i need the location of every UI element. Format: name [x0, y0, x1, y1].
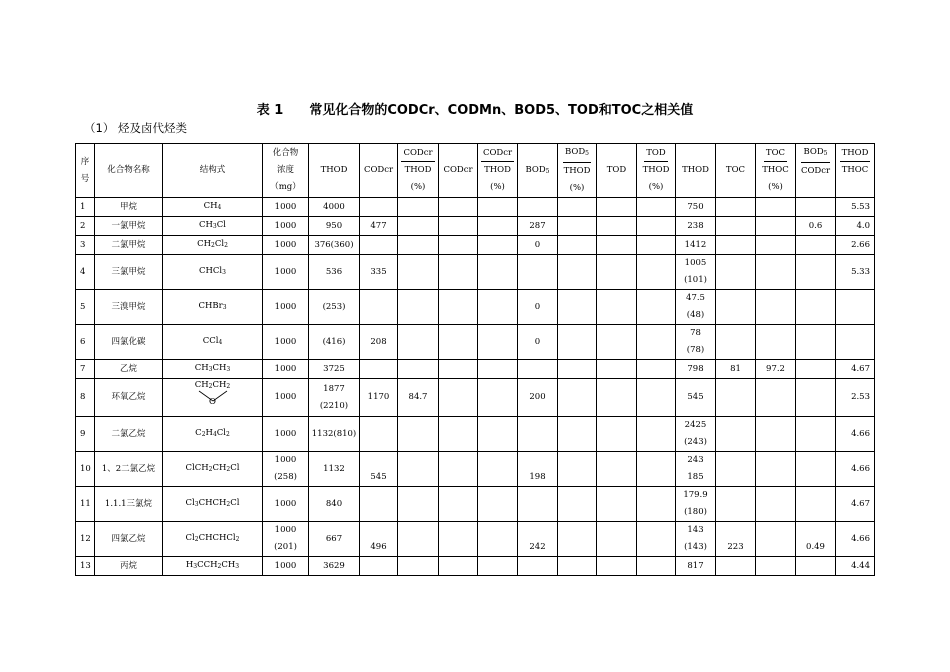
cell-thod: 1877 (2210) [309, 379, 360, 417]
cell-c5 [398, 557, 439, 576]
cell-thod: 536 [309, 255, 360, 290]
cell-c11 [637, 236, 676, 255]
cell-c4 [360, 198, 398, 217]
cell-c15 [796, 452, 836, 487]
cell-c13: 223 [716, 522, 756, 557]
cell-thod: 1132 [309, 452, 360, 487]
cell-seq: 9 [76, 417, 95, 452]
cell-c9 [558, 360, 597, 379]
cell-c14 [756, 522, 796, 557]
cell-c10 [597, 557, 637, 576]
header-codcr: CODcr [360, 144, 398, 198]
header-ratio-codcr-thod-2: CODcr THOD (%) [478, 144, 518, 198]
cell-c9 [558, 417, 597, 452]
cell-seq: 3 [76, 236, 95, 255]
cell-c9 [558, 290, 597, 325]
cell-c10 [597, 379, 637, 417]
cell-c4 [360, 417, 398, 452]
cell-c14 [756, 417, 796, 452]
cell-c13 [716, 255, 756, 290]
cell-name: 二氯乙烷 [95, 417, 163, 452]
cell-name: 四氯乙烷 [95, 522, 163, 557]
cell-c8: 200 [518, 379, 558, 417]
cell-thod-2: 2425 (243) [676, 417, 716, 452]
table-row [76, 325, 875, 360]
cell-c8: 287 [518, 217, 558, 236]
table-title [0, 99, 950, 118]
header-thod-2: THOD [676, 144, 716, 198]
cell-c5 [398, 325, 439, 360]
cell-seq: 7 [76, 360, 95, 379]
table-row [76, 236, 875, 255]
cell-thod-2: 238 [676, 217, 716, 236]
cell-c15 [796, 198, 836, 217]
cell-c11 [637, 217, 676, 236]
cell-c15 [796, 255, 836, 290]
cell-formula: $CH_2Cl_2$ [163, 236, 263, 255]
cell-thod: 1132(810) [309, 417, 360, 452]
cell-c7 [478, 255, 518, 290]
cell-c4: 545 [360, 452, 398, 487]
cell-c13 [716, 417, 756, 452]
cell-c15 [796, 557, 836, 576]
cell-c9 [558, 379, 597, 417]
cell-seq: 5 [76, 290, 95, 325]
table-row [76, 557, 875, 576]
cell-conc: 1000 [263, 198, 309, 217]
cell-seq: 10 [76, 452, 95, 487]
cell-c5 [398, 236, 439, 255]
cell-c4: 208 [360, 325, 398, 360]
cell-c11 [637, 379, 676, 417]
cell-conc: 1000 [263, 255, 309, 290]
cell-c7 [478, 360, 518, 379]
cell-thod-thoc: 5.33 [836, 255, 875, 290]
cell-name: 环氧乙烷 [95, 379, 163, 417]
cell-c10 [597, 360, 637, 379]
cell-thod: 4000 [309, 198, 360, 217]
cell-thod: 950 [309, 217, 360, 236]
cell-c11 [637, 522, 676, 557]
cell-conc: 1000 [263, 379, 309, 417]
cell-c5 [398, 290, 439, 325]
cell-conc: 1000 [263, 236, 309, 255]
cell-c11 [637, 255, 676, 290]
cell-name: 1.1.1三氯烷 [95, 487, 163, 522]
cell-thod-thoc: 4.67 [836, 360, 875, 379]
cell-c13 [716, 452, 756, 487]
cell-thod-thoc: 4.44 [836, 557, 875, 576]
cell-seq: 12 [76, 522, 95, 557]
cell-c4 [360, 487, 398, 522]
cell-c5 [398, 487, 439, 522]
cell-name: 二氯甲烷 [95, 236, 163, 255]
cell-c7 [478, 325, 518, 360]
cell-c6 [439, 360, 478, 379]
cell-c11 [637, 557, 676, 576]
cell-c10 [597, 290, 637, 325]
cell-c7 [478, 417, 518, 452]
cell-c15: 0.49 [796, 522, 836, 557]
cell-c10 [597, 487, 637, 522]
cell-c9 [558, 198, 597, 217]
cell-c14 [756, 325, 796, 360]
cell-name: 1、2二氯乙烷 [95, 452, 163, 487]
cell-c13 [716, 487, 756, 522]
cell-conc: 1000 [263, 487, 309, 522]
cell-c7 [478, 198, 518, 217]
cell-c10 [597, 452, 637, 487]
cell-c6 [439, 236, 478, 255]
header-tod: TOD [597, 144, 637, 198]
cell-c6 [439, 417, 478, 452]
cell-formula: $ClCH_2CH_2Cl$ [163, 452, 263, 487]
table-number: 表 1 [256, 103, 284, 118]
cell-c10 [597, 325, 637, 360]
cell-name: 四氯化碳 [95, 325, 163, 360]
cell-conc: 1000 [263, 290, 309, 325]
cell-c8: 0 [518, 325, 558, 360]
cell-c7 [478, 452, 518, 487]
cell-conc: 1000 [263, 360, 309, 379]
cell-c10 [597, 236, 637, 255]
cell-c6 [439, 379, 478, 417]
cell-conc: 1000 [263, 325, 309, 360]
cell-formula: CHBr$_3$ [163, 290, 263, 325]
cell-name: 乙烷 [95, 360, 163, 379]
cell-thod-thoc: 4.66 [836, 452, 875, 487]
cell-c15 [796, 325, 836, 360]
cell-c5 [398, 217, 439, 236]
cell-thod-2: 1412 [676, 236, 716, 255]
cell-c5 [398, 360, 439, 379]
cell-c13: 81 [716, 360, 756, 379]
cell-c6 [439, 487, 478, 522]
cell-thod: 840 [309, 487, 360, 522]
header-ratio-bod5-codcr: $BOD_5$ CODcr [796, 144, 836, 198]
cell-thod-thoc: 4.66 [836, 522, 875, 557]
cell-c14 [756, 198, 796, 217]
cell-thod-thoc [836, 325, 875, 360]
cell-c8 [518, 487, 558, 522]
cell-c11 [637, 452, 676, 487]
cell-c5 [398, 417, 439, 452]
table-row [76, 360, 875, 379]
cell-c7 [478, 217, 518, 236]
cell-c14 [756, 379, 796, 417]
cell-c15: 0.6 [796, 217, 836, 236]
cell-c4: 1170 [360, 379, 398, 417]
cell-c10 [597, 417, 637, 452]
cell-c9 [558, 217, 597, 236]
header-name: 化合物名称 [95, 144, 163, 198]
cell-c14: 97.2 [756, 360, 796, 379]
cell-thod: 667 [309, 522, 360, 557]
cell-thod: 3725 [309, 360, 360, 379]
cell-thod-2: 143 (143) [676, 522, 716, 557]
cell-c14 [756, 217, 796, 236]
cell-c7 [478, 557, 518, 576]
cell-c5 [398, 452, 439, 487]
cell-formula: CHCl$_3$ [163, 255, 263, 290]
cell-formula: $CH_3Cl$ [163, 217, 263, 236]
cell-thod-2: 1005 (101) [676, 255, 716, 290]
cell-seq: 2 [76, 217, 95, 236]
cell-name: 一氯甲烷 [95, 217, 163, 236]
cell-formula: CCl$_4$ [163, 325, 263, 360]
cell-c8 [518, 198, 558, 217]
cell-c9 [558, 236, 597, 255]
cell-seq: 11 [76, 487, 95, 522]
cell-conc: 1000 (258) [263, 452, 309, 487]
cell-c10 [597, 255, 637, 290]
cell-thod-2: 78 (78) [676, 325, 716, 360]
header-toc: TOC [716, 144, 756, 198]
cell-formula: $H_3CCH_2CH_3$ [163, 557, 263, 576]
cell-c10 [597, 522, 637, 557]
cell-formula: $Cl_2CHCHCl_2$ [163, 522, 263, 557]
cell-thod-thoc: 4.67 [836, 487, 875, 522]
cell-c8 [518, 557, 558, 576]
cell-thod-2: 750 [676, 198, 716, 217]
cell-name: 甲烷 [95, 198, 163, 217]
cell-c5 [398, 198, 439, 217]
cell-c15 [796, 379, 836, 417]
table-row [76, 198, 875, 217]
table-row [76, 487, 875, 522]
cell-thod-2: 47.5 (48) [676, 290, 716, 325]
cell-formula: $CH_3CH_3$ [163, 360, 263, 379]
cell-c4 [360, 236, 398, 255]
cell-c14 [756, 487, 796, 522]
header-ratio-codcr-thod: CODcr THOD (%) [398, 144, 439, 198]
cell-c14 [756, 236, 796, 255]
cell-c8: 0 [518, 290, 558, 325]
header-thod: THOD [309, 144, 360, 198]
header-ratio-tod-thod: TOD THOD (%) [637, 144, 676, 198]
cell-c9 [558, 255, 597, 290]
cell-formula: $CH_4$ [163, 198, 263, 217]
cell-thod-thoc: 2.53 [836, 379, 875, 417]
cell-thod-thoc: 5.53 [836, 198, 875, 217]
cell-c10 [597, 217, 637, 236]
cell-c4: 335 [360, 255, 398, 290]
cell-name: 三氯甲烷 [95, 255, 163, 290]
cell-c8 [518, 255, 558, 290]
cell-c13 [716, 379, 756, 417]
cell-thod-thoc: 4.0 [836, 217, 875, 236]
header-bod5: $BOD_5$ [518, 144, 558, 198]
data-table [75, 143, 875, 576]
table-row [76, 255, 875, 290]
cell-c13 [716, 290, 756, 325]
cell-c7 [478, 290, 518, 325]
cell-c9 [558, 452, 597, 487]
cell-name: 丙烷 [95, 557, 163, 576]
cell-c11 [637, 198, 676, 217]
cell-c6 [439, 290, 478, 325]
cell-c9 [558, 487, 597, 522]
table-row [76, 217, 875, 236]
cell-c7 [478, 236, 518, 255]
cell-c13 [716, 198, 756, 217]
cell-formula [163, 379, 263, 417]
cell-thod-2: 545 [676, 379, 716, 417]
cell-c15 [796, 360, 836, 379]
cell-thod-2: 179.9 (180) [676, 487, 716, 522]
cell-c8: 242 [518, 522, 558, 557]
cell-thod-2: 243 185 [676, 452, 716, 487]
cell-c6 [439, 325, 478, 360]
header-formula: 结构式 [163, 144, 263, 198]
cell-thod: 376(360) [309, 236, 360, 255]
cell-c4: 477 [360, 217, 398, 236]
cell-c8: 0 [518, 236, 558, 255]
cell-thod: (253) [309, 290, 360, 325]
header-ratio-bod5-thod: $BOD_5$ THOD (%) [558, 144, 597, 198]
cell-c8 [518, 417, 558, 452]
cell-c9 [558, 557, 597, 576]
cell-name: 三溴甲烷 [95, 290, 163, 325]
cell-c7 [478, 379, 518, 417]
cell-conc: 1000 [263, 217, 309, 236]
cell-c7 [478, 487, 518, 522]
cell-c14 [756, 452, 796, 487]
cell-seq: 1 [76, 198, 95, 217]
table-row [76, 522, 875, 557]
cell-c11 [637, 325, 676, 360]
table-title-text: 常见化合物的CODCr、CODMn、BOD5、TOD和TOC之相关值 [309, 103, 694, 118]
cell-thod-2: 817 [676, 557, 716, 576]
cell-c11 [637, 360, 676, 379]
table-row [76, 379, 875, 417]
cell-c15 [796, 417, 836, 452]
cell-c5 [398, 255, 439, 290]
cell-formula: $Cl_3CHCH_2Cl$ [163, 487, 263, 522]
cell-c4 [360, 290, 398, 325]
cell-c13 [716, 325, 756, 360]
cell-c7 [478, 522, 518, 557]
table-row [76, 417, 875, 452]
cell-c5: 84.7 [398, 379, 439, 417]
cell-thod: 3629 [309, 557, 360, 576]
epoxide-structure: $CH_2CH_2$ O [194, 380, 231, 407]
cell-thod-2: 798 [676, 360, 716, 379]
header-ratio-toc-thoc: TOC THOC (%) [756, 144, 796, 198]
cell-c13 [716, 236, 756, 255]
cell-thod-thoc: 2.66 [836, 236, 875, 255]
cell-conc: 1000 [263, 417, 309, 452]
cell-c8 [518, 360, 558, 379]
cell-c6 [439, 522, 478, 557]
cell-seq: 4 [76, 255, 95, 290]
header-codcr-2: CODcr [439, 144, 478, 198]
cell-thod: (416) [309, 325, 360, 360]
cell-c14 [756, 255, 796, 290]
cell-c11 [637, 487, 676, 522]
cell-c4 [360, 360, 398, 379]
cell-thod-thoc: 4.66 [836, 417, 875, 452]
section-subtitle: （1） 烃及卤代烃类 [84, 121, 187, 135]
cell-conc: 1000 (201) [263, 522, 309, 557]
cell-c6 [439, 217, 478, 236]
cell-c4: 496 [360, 522, 398, 557]
cell-c13 [716, 217, 756, 236]
cell-conc: 1000 [263, 557, 309, 576]
header-conc: 化合物 浓度 （mg） [263, 144, 309, 198]
cell-seq: 6 [76, 325, 95, 360]
cell-thod-thoc [836, 290, 875, 325]
cell-c15 [796, 236, 836, 255]
cell-c9 [558, 522, 597, 557]
cell-c4 [360, 557, 398, 576]
table-row [76, 452, 875, 487]
cell-c11 [637, 290, 676, 325]
header-row [76, 144, 875, 198]
cell-c6 [439, 198, 478, 217]
cell-seq: 13 [76, 557, 95, 576]
header-seq: 序 号 [76, 144, 95, 198]
cell-c6 [439, 452, 478, 487]
cell-c13 [716, 557, 756, 576]
cell-c14 [756, 290, 796, 325]
cell-c10 [597, 198, 637, 217]
cell-c5 [398, 522, 439, 557]
cell-c11 [637, 417, 676, 452]
cell-c6 [439, 255, 478, 290]
cell-c15 [796, 290, 836, 325]
table-row [76, 290, 875, 325]
cell-c6 [439, 557, 478, 576]
header-ratio-thod-thoc: THOD THOC [836, 144, 875, 198]
cell-c14 [756, 557, 796, 576]
cell-formula: $C_2H_4Cl_2$ [163, 417, 263, 452]
cell-c8: 198 [518, 452, 558, 487]
cell-c9 [558, 325, 597, 360]
cell-c15 [796, 487, 836, 522]
cell-seq: 8 [76, 379, 95, 417]
